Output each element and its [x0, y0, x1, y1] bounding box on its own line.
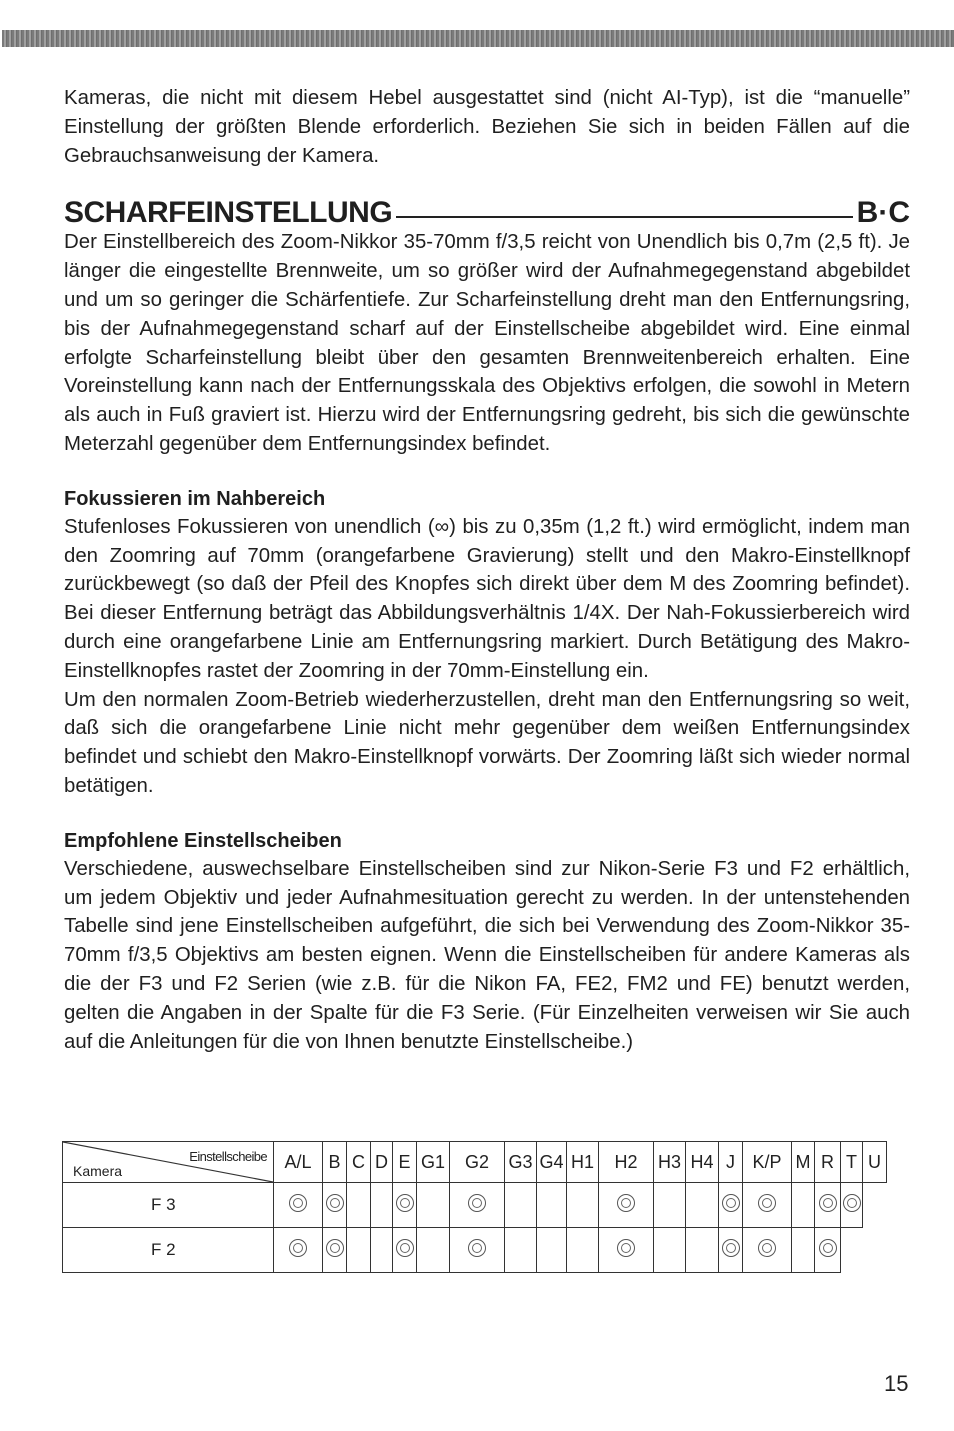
nahbereich-paragraph-2: Um den normalen Zoom-Betrieb wiederherzustellen, dreht man den Entfernungsring so weit, daß sich die orangefarbene Linie nicht mehr gegenüber dem weißen Entfernungsindex befindet und schiebt den Makro-Einstellknopf vorwärts. Der Zoomring läßt sich wieder normal betätigen.	[64, 688, 910, 797]
table-header-row	[63, 1142, 887, 1183]
page-content	[64, 84, 910, 1056]
intro-paragraph: Kameras, die nicht mit diesem Hebel ausgestattet sind (nicht AI-Typ), ist die “manuelle” Einstellung der größten Blende erforderlich. Beziehen Sie sich in beiden Fällen auf die Gebrauchsanweisung der Kamera.	[64, 87, 910, 167]
recommended-icon	[289, 1194, 307, 1212]
recommended-icon	[722, 1194, 740, 1212]
recommended-icon	[819, 1239, 837, 1257]
column-header-e: E	[393, 1142, 417, 1183]
column-header-g1: G1	[417, 1142, 450, 1183]
table-cell	[347, 1228, 371, 1273]
table-cell	[323, 1228, 347, 1273]
table-cell	[719, 1183, 743, 1228]
recommended-icon	[843, 1194, 861, 1212]
recommended-icon	[468, 1194, 486, 1212]
empty-cell	[863, 1228, 887, 1273]
table-cell	[347, 1183, 371, 1228]
section-title: SCHARFEINSTELLUNG	[64, 196, 393, 230]
table-corner-cell	[63, 1142, 274, 1183]
table-cell	[567, 1228, 599, 1273]
recommended-icon	[326, 1194, 344, 1212]
recommended-icon	[819, 1194, 837, 1212]
focus-paragraph: Der Einstellbereich des Zoom-Nikkor 35-70mm f/3,5 reicht von Unendlich bis 0,7m (2,5 ft). Je länger die eingestellte Brennweite, um so größer wird der Aufnahmegegenstand abgebildet und um so geringer die Schärfentiefe. Zur Scharfeinstellung dreht man den Entfernungsring, bis der Aufnahmegegenstand scharf auf der Einstellscheibe abgebildet wird. Eine einmal erfolgte Scharfeinstellung bleibt über den gesamten Brennweitenbereich erhalten. Eine Voreinstellung kann nach der Entfernungsskala des Objektivs erfolgen, die sowohl in Metern als auch in Fuß graviert ist. Hierzu wird der Entfernungsring gedreht, bis sich die gewünschte Meterzahl gegenüber dem Entfernungsindex befindet.	[64, 231, 910, 455]
recommended-icon	[468, 1239, 486, 1257]
table-row	[63, 1228, 887, 1273]
table-cell	[719, 1228, 743, 1273]
table-cell	[537, 1228, 567, 1273]
table-cell	[274, 1183, 323, 1228]
table-cell	[792, 1183, 815, 1228]
column-header-h3: H3	[654, 1142, 686, 1183]
table-cell	[505, 1183, 537, 1228]
table-cell	[417, 1183, 450, 1228]
focusing-screen-table	[62, 1141, 887, 1273]
table-cell	[599, 1183, 654, 1228]
table-cell	[371, 1183, 393, 1228]
table-cell	[686, 1228, 719, 1273]
column-header-h2: H2	[599, 1142, 654, 1183]
table-cell	[599, 1228, 654, 1273]
column-header-h1: H1	[567, 1142, 599, 1183]
corner-label-camera: Kamera	[73, 1163, 123, 1179]
table-cell	[450, 1183, 505, 1228]
table-cell	[654, 1228, 686, 1273]
nahbereich-title: Fokussieren im Nahbereich	[64, 487, 326, 510]
table-cell	[274, 1228, 323, 1273]
recommended-icon	[758, 1194, 776, 1212]
table-row	[63, 1183, 887, 1228]
row-label: F 3	[63, 1183, 274, 1228]
column-header-j: J	[719, 1142, 743, 1183]
column-header-m: M	[792, 1142, 815, 1183]
empty-cell	[841, 1228, 863, 1273]
column-header-g4: G4	[537, 1142, 567, 1183]
column-header-r: R	[815, 1142, 841, 1183]
section-heading	[64, 188, 910, 228]
page-number: 15	[884, 1371, 909, 1396]
column-header-h4: H4	[686, 1142, 719, 1183]
table-cell	[792, 1228, 815, 1273]
table-cell	[323, 1183, 347, 1228]
column-header-t: T	[841, 1142, 863, 1183]
table-cell	[393, 1228, 417, 1273]
column-header-g2: G2	[450, 1142, 505, 1183]
column-header-g3: G3	[505, 1142, 537, 1183]
table-cell	[393, 1183, 417, 1228]
column-header-k-p: K/P	[743, 1142, 792, 1183]
section-code: B·C	[856, 196, 910, 230]
table-cell	[743, 1228, 792, 1273]
recommended-icon	[617, 1194, 635, 1212]
column-header-a-l: A/L	[274, 1142, 323, 1183]
top-scan-bar	[2, 30, 954, 47]
table-cell	[537, 1183, 567, 1228]
corner-label-screen: Einstellscheibe	[189, 1149, 267, 1164]
table-cell	[743, 1183, 792, 1228]
table-cell	[654, 1183, 686, 1228]
table-cell	[815, 1228, 841, 1273]
table-cell	[815, 1183, 841, 1228]
recommended-icon	[617, 1239, 635, 1257]
recommended-icon	[289, 1239, 307, 1257]
heading-rule	[396, 216, 853, 218]
row-label: F 2	[63, 1228, 274, 1273]
column-header-c: C	[347, 1142, 371, 1183]
table-cell	[505, 1228, 537, 1273]
recommended-icon	[758, 1239, 776, 1257]
column-header-u: U	[863, 1142, 887, 1183]
recommended-icon	[722, 1239, 740, 1257]
nahbereich-paragraph-1: Stufenloses Fokussieren von unendlich (∞) bis zu 0,35m (1,2 ft.) wird ermöglicht, indem man den Zoomring auf 70mm (orangefarbene Gravierung) stellt und den Makro-Einstellknopf zurückbewegt (so daß der Pfeil des Knopfes sich direkt über dem M des Zoomring befindet). Bei dieser Entfernung beträgt das Abbildungsverhältnis 1/4X. Der Nah-Fokussierbereich wird durch eine orangefarbene Linie am Entfernungsring markiert. Durch Betätigung des Makro-Einstellknopfes rastet der Zoomring in der 70mm-Einstellung ein.	[64, 515, 910, 682]
empty-cell	[863, 1183, 887, 1228]
table-cell	[450, 1228, 505, 1273]
table-cell	[686, 1183, 719, 1228]
einstellscheiben-title: Empfohlene Einstellscheiben	[64, 829, 342, 852]
einstellscheiben-paragraph: Verschiedene, auswechselbare Einstellscheiben sind zur Nikon-Serie F3 und F2 erhältlich, um jedem Objektiv und jeder Aufnahmesituation gerecht zu werden. In der untenstehenden Tabelle sind jene Einstellscheiben aufgeführt, die sich bei Verwendung des Zoom-Nikkor 35-70mm f/3,5 Objektivs am besten eignen. Wenn die Einstellscheiben für andere Kameras als die der F3 und F2 Serien (wie z.B. für die Nikon FA, FE2, FM2 und FE) benutzt werden, gelten die Angaben in der Spalte für die F3 Serie. (Für Einzelheiten verweisen wir Sie auch auf die Anleitungen für die von Ihnen benutzte Einstellscheibe.)	[64, 857, 910, 1053]
table-cell	[417, 1228, 450, 1273]
table-cell	[371, 1228, 393, 1273]
column-header-b: B	[323, 1142, 347, 1183]
recommended-icon	[396, 1239, 414, 1257]
table-cell	[841, 1183, 863, 1228]
table-cell	[567, 1183, 599, 1228]
column-header-d: D	[371, 1142, 393, 1183]
recommended-icon	[396, 1194, 414, 1212]
recommended-icon	[326, 1239, 344, 1257]
